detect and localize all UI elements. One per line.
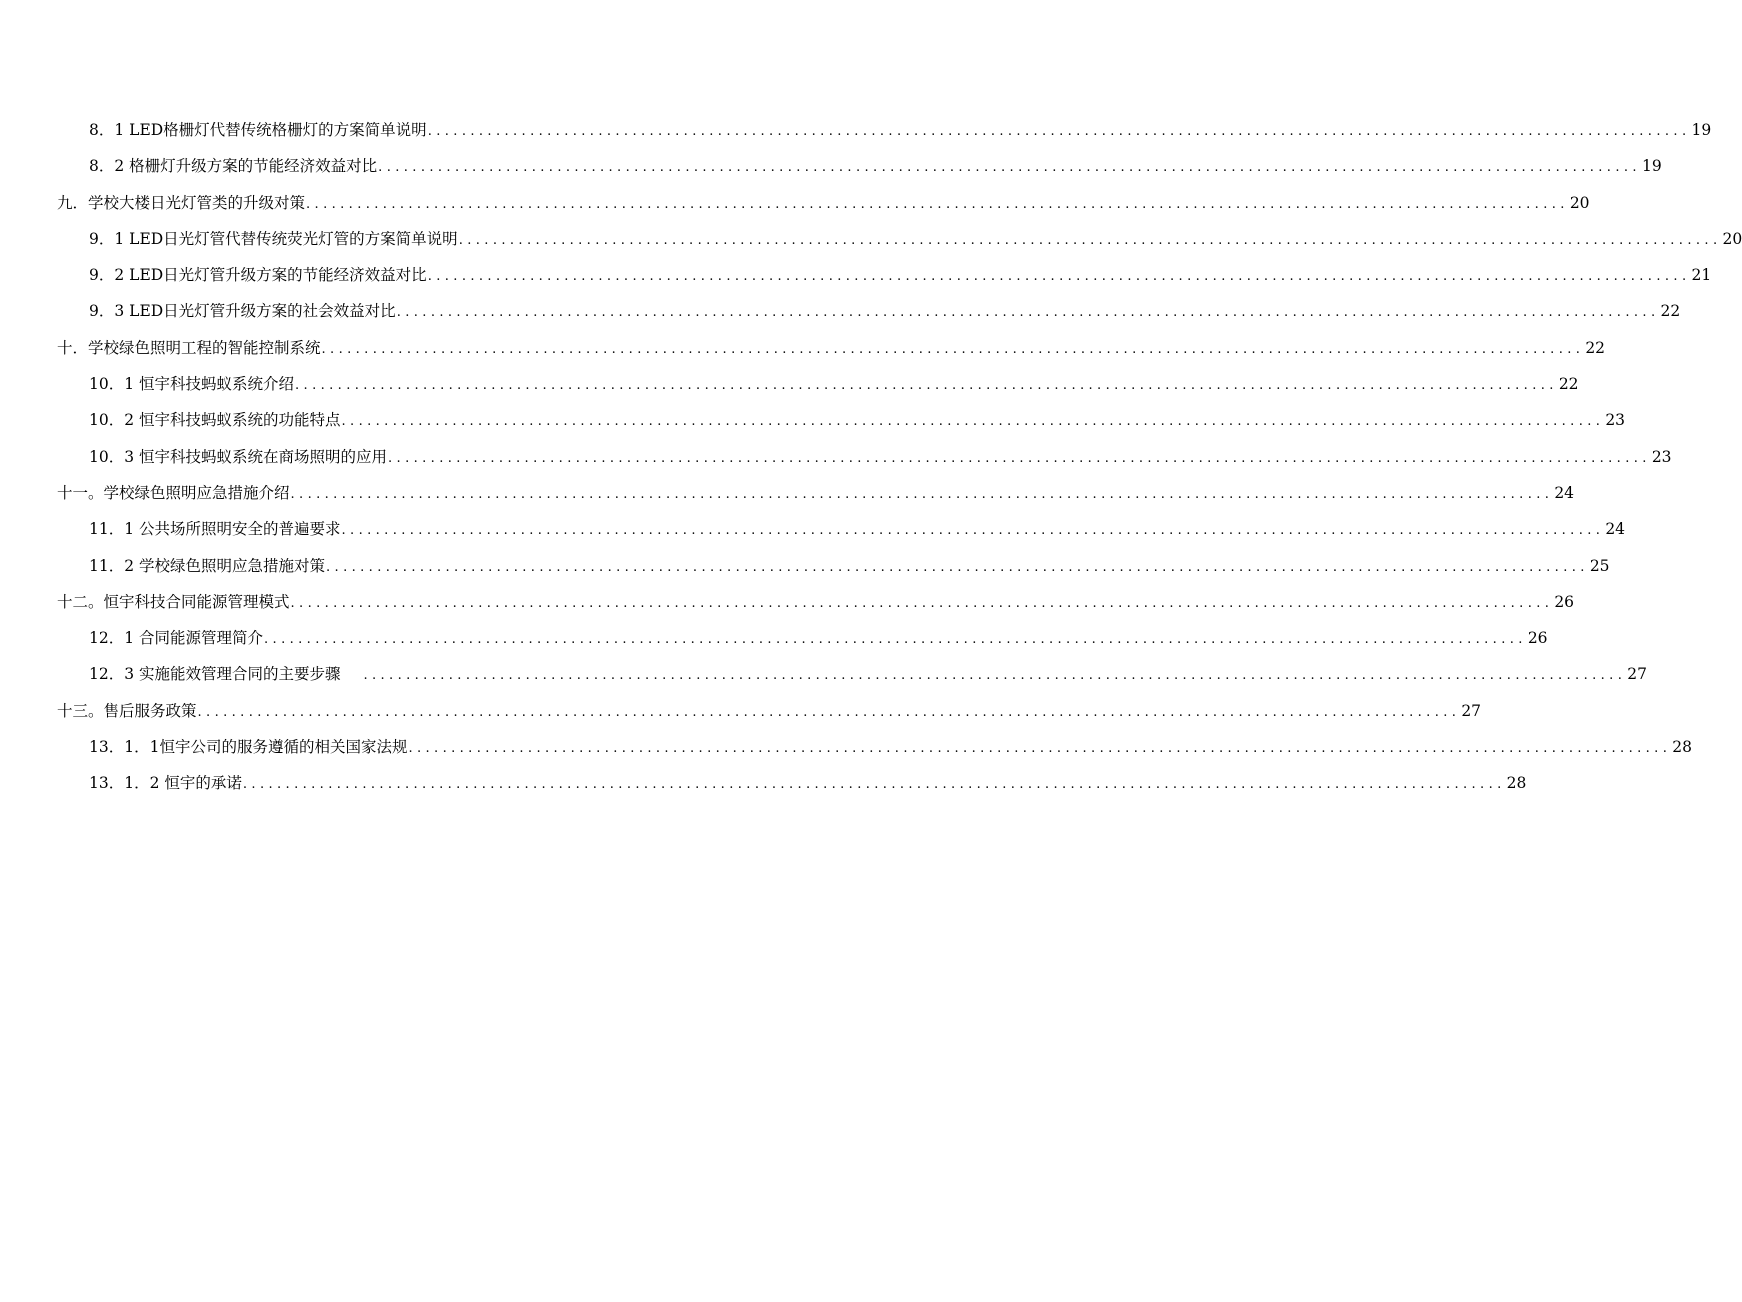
toc-leader-dots: .................................................................................................................................................... bbox=[341, 414, 1605, 430]
toc-entry[interactable] bbox=[57, 729, 1692, 765]
toc-entry[interactable] bbox=[57, 330, 1606, 366]
toc-entry-title: 11．1 公共场所照明安全的普遍要求 bbox=[89, 520, 341, 539]
toc-entry-title: 11．2 学校绿色照明应急措施对策 bbox=[89, 556, 326, 575]
toc-entry-page: 24 bbox=[1554, 483, 1575, 502]
toc-entry-title: 十一。学校绿色照明应急措施介绍 bbox=[57, 483, 290, 502]
toc-entry-page: 28 bbox=[1672, 738, 1692, 757]
toc-entry-title: 13．1．2 恒宇的承诺 bbox=[89, 774, 242, 793]
toc-entry-title: 12．1 合同能源管理简介 bbox=[89, 629, 264, 648]
toc-entry[interactable] bbox=[57, 511, 1626, 547]
toc-leader-dots: .................................................................................................................................................... bbox=[326, 559, 1589, 575]
toc-entry-page: 26 bbox=[1527, 629, 1548, 648]
toc-entry-page: 22 bbox=[1558, 375, 1579, 394]
toc-leader-dots: .................................................................................................................................................... bbox=[427, 124, 1691, 139]
toc-entry[interactable] bbox=[57, 257, 1712, 293]
toc-leader-dots: .................................................................................................................................................... bbox=[197, 704, 1461, 720]
toc-leader-dots: .................................................................................................................................................... bbox=[396, 305, 1660, 321]
toc-leader-dots: .................................................................................................................................................... bbox=[341, 523, 1605, 539]
toc-leader-dots: .................................................................................................................................................... bbox=[242, 777, 1506, 793]
toc-entry-page: 27 bbox=[1461, 701, 1482, 720]
toc-entry-page: 25 bbox=[1589, 556, 1610, 575]
toc-entry[interactable] bbox=[57, 112, 1712, 148]
toc-leader-dots: .................................................................................................................................................... bbox=[427, 269, 1691, 285]
toc-entry-title: 十二。恒宇科技合同能源管理模式 bbox=[57, 592, 290, 611]
toc-entry-title: 8．2 格栅灯升级方案的节能经济效益对比 bbox=[89, 157, 378, 176]
toc-entry[interactable] bbox=[57, 185, 1590, 221]
toc-entry-page: 23 bbox=[1605, 411, 1626, 430]
toc-entry-title: 13．1．1恒宇公司的服务遵循的相关国家法规 bbox=[89, 738, 408, 757]
toc-entry-title: 10．2 恒宇科技蚂蚁系统的功能特点 bbox=[89, 411, 341, 430]
toc-entry[interactable] bbox=[57, 548, 1610, 584]
toc-entry[interactable] bbox=[57, 402, 1626, 438]
toc-entry[interactable] bbox=[57, 475, 1575, 511]
toc-leader-dots: .................................................................................................................................................... bbox=[264, 632, 1527, 648]
toc-entry-page: 19 bbox=[1641, 157, 1662, 176]
toc-entry-page: 27 bbox=[1627, 665, 1647, 684]
toc-entry-page: 22 bbox=[1660, 302, 1681, 321]
toc-entry[interactable] bbox=[57, 293, 1681, 329]
toc-entry-page: 21 bbox=[1691, 266, 1712, 285]
toc-entry-page: 26 bbox=[1554, 592, 1575, 611]
toc-entry[interactable] bbox=[57, 148, 1662, 184]
toc-entry-title: 10．1 恒宇科技蚂蚁系统介绍 bbox=[89, 375, 295, 394]
toc-entry[interactable] bbox=[57, 765, 1527, 801]
toc-entry[interactable] bbox=[57, 693, 1482, 729]
toc-entry-page: 22 bbox=[1585, 338, 1606, 357]
toc-leader-dots: .................................................................................................................................................... bbox=[363, 668, 1627, 684]
toc-leader-dots: .................................................................................................................................................... bbox=[378, 160, 1641, 176]
toc-leader-dots: .................................................................................................................................................... bbox=[295, 378, 1558, 394]
toc-leader-dots: .................................................................................................................................................... bbox=[290, 595, 1554, 611]
toc-entry[interactable] bbox=[57, 439, 1672, 475]
toc-entry-title: 十．学校绿色照明工程的智能控制系统 bbox=[57, 338, 321, 357]
toc-entry-title: 9．1 LED日光灯管代替传统荧光灯管的方案简单说明 bbox=[89, 229, 458, 248]
toc-entry-title: 九．学校大楼日光灯管类的升级对策 bbox=[57, 193, 306, 212]
toc-entry[interactable] bbox=[57, 221, 1742, 257]
toc-leader-dots: .................................................................................................................................................... bbox=[290, 486, 1554, 502]
toc-entry[interactable] bbox=[57, 366, 1579, 402]
table-of-contents bbox=[57, 112, 1742, 802]
toc-entry-page: 24 bbox=[1605, 520, 1626, 539]
toc-leader-dots: .................................................................................................................................................... bbox=[388, 450, 1651, 466]
toc-entry-title: 十三。售后服务政策 bbox=[57, 701, 197, 720]
toc-entry-page: 20 bbox=[1722, 229, 1742, 248]
toc-entry-page: 23 bbox=[1651, 447, 1672, 466]
toc-entry-page: 19 bbox=[1691, 121, 1712, 139]
toc-leader-dots: .................................................................................................................................................... bbox=[306, 196, 1569, 212]
toc-entry[interactable] bbox=[57, 656, 1647, 692]
toc-entry-page: 20 bbox=[1569, 193, 1590, 212]
toc-entry-title: 10．3 恒宇科技蚂蚁系统在商场照明的应用 bbox=[89, 447, 388, 466]
toc-leader-dots: .................................................................................................................................................... bbox=[458, 232, 1722, 248]
toc-entry[interactable] bbox=[57, 620, 1548, 656]
toc-leader-dots: .................................................................................................................................................... bbox=[408, 741, 1672, 757]
toc-entry-title: 12．3 实施能效管理合同的主要步骤 bbox=[89, 665, 346, 684]
toc-leader-dots: .................................................................................................................................................... bbox=[321, 341, 1585, 357]
toc-entry-title: 9．3 LED日光灯管升级方案的社会效益对比 bbox=[89, 302, 396, 321]
toc-entry[interactable] bbox=[57, 584, 1575, 620]
toc-entry-page: 28 bbox=[1506, 774, 1527, 793]
toc-entry-title: 8．1 LED格栅灯代替传统格栅灯的方案简单说明 bbox=[89, 121, 427, 139]
toc-entry-title: 9．2 LED日光灯管升级方案的节能经济效益对比 bbox=[89, 266, 427, 285]
